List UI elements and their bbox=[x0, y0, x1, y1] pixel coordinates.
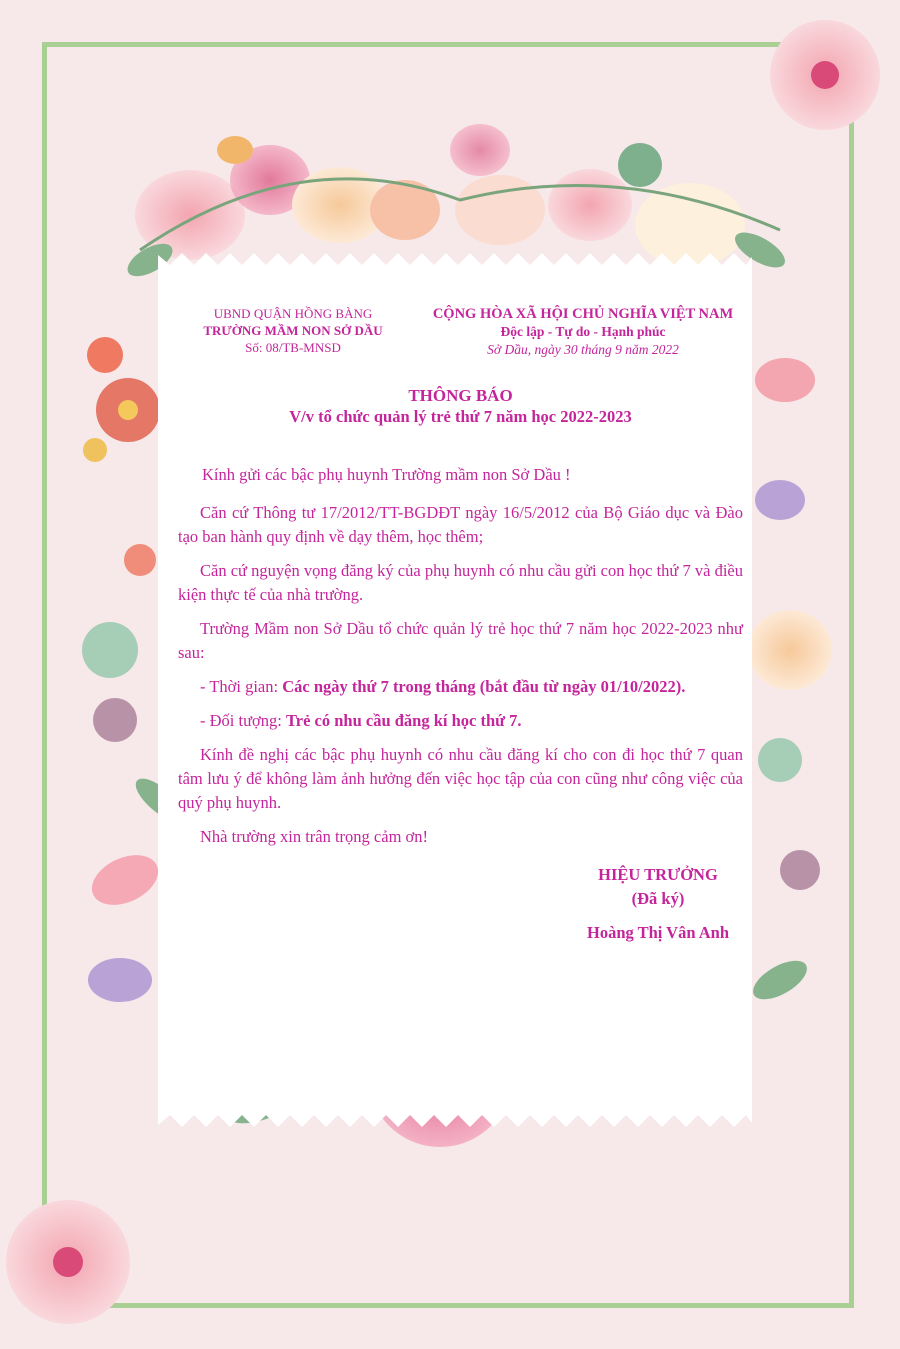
time-value: Các ngày thứ 7 trong tháng (bắt đầu từ ngày 01/10/2022). bbox=[282, 677, 686, 696]
national-heading bbox=[418, 305, 748, 359]
issuer-block bbox=[178, 305, 408, 356]
target-label: - Đối tượng: bbox=[200, 711, 286, 730]
notice-title bbox=[178, 385, 743, 427]
basis-paragraph-2: Căn cứ nguyện vọng đăng ký của phụ huynh có nhu cầu gửi con học thứ 7 và điều kiện thực tế của nhà trường. bbox=[178, 561, 743, 604]
intro-paragraph: Trường Mầm non Sở Dầu tổ chức quản lý trẻ học thứ 7 năm học 2022-2023 như sau: bbox=[178, 619, 743, 662]
signed-note: (Đã ký) bbox=[631, 889, 685, 908]
basis-paragraph-1: Căn cứ Thông tư 17/2012/TT-BGDĐT ngày 16/5/2012 của Bộ Giáo dục và Đào tạo ban hành quy định về dạy thêm, học thêm; bbox=[178, 503, 743, 546]
target-value: Trẻ có nhu cầu đăng kí học thứ 7. bbox=[285, 711, 522, 730]
issuer-authority: UBND QUẬN HỒNG BÀNG bbox=[213, 306, 373, 321]
time-label: - Thời gian: bbox=[200, 677, 283, 696]
time-paragraph bbox=[178, 675, 743, 699]
target-paragraph bbox=[178, 709, 743, 733]
notice-body bbox=[178, 463, 743, 859]
title-heading: THÔNG BÁO bbox=[408, 386, 513, 405]
nation-name: CỘNG HÒA XÃ HỘI CHỦ NGHĨA VIỆT NAM bbox=[432, 306, 734, 322]
title-subject: V/v tổ chức quản lý trẻ thứ 7 năm học 2022-2023 bbox=[289, 407, 632, 426]
greeting-paragraph: Kính gửi các bậc phụ huynh Trường mầm non Sở Dầu ! bbox=[202, 465, 571, 484]
signer-name: Hoàng Thị Vân Anh bbox=[586, 923, 729, 942]
request-paragraph: Kính đề nghị các bậc phụ huynh có nhu cầu đăng kí cho con đi học thứ 7 quan tâm lưu ý để không làm ảnh hưởng đến việc học tập của con cũng như công việc của quý phụ huynh. bbox=[178, 745, 743, 812]
thanks-paragraph: Nhà trường xin trân trọng cảm ơn! bbox=[200, 827, 429, 846]
national-motto: Độc lập - Tự do - Hạnh phúc bbox=[500, 324, 666, 339]
flower-corner-bottom-left bbox=[6, 1200, 130, 1324]
flower-cluster-right bbox=[747, 358, 832, 1007]
place-date: Sở Dầu, ngày 30 tháng 9 năm 2022 bbox=[487, 342, 679, 357]
paper-zigzag-bottom bbox=[158, 1113, 752, 1129]
paper-zigzag-top bbox=[158, 251, 752, 267]
flower-corner-top-right bbox=[770, 20, 880, 130]
document-number: Số: 08/TB-MNSD bbox=[245, 340, 341, 355]
issuer-school: TRƯỜNG MẦM NON SỞ DẦU bbox=[203, 323, 383, 338]
signer-position: HIỆU TRƯỞNG bbox=[598, 865, 718, 884]
signature-block bbox=[587, 863, 729, 945]
